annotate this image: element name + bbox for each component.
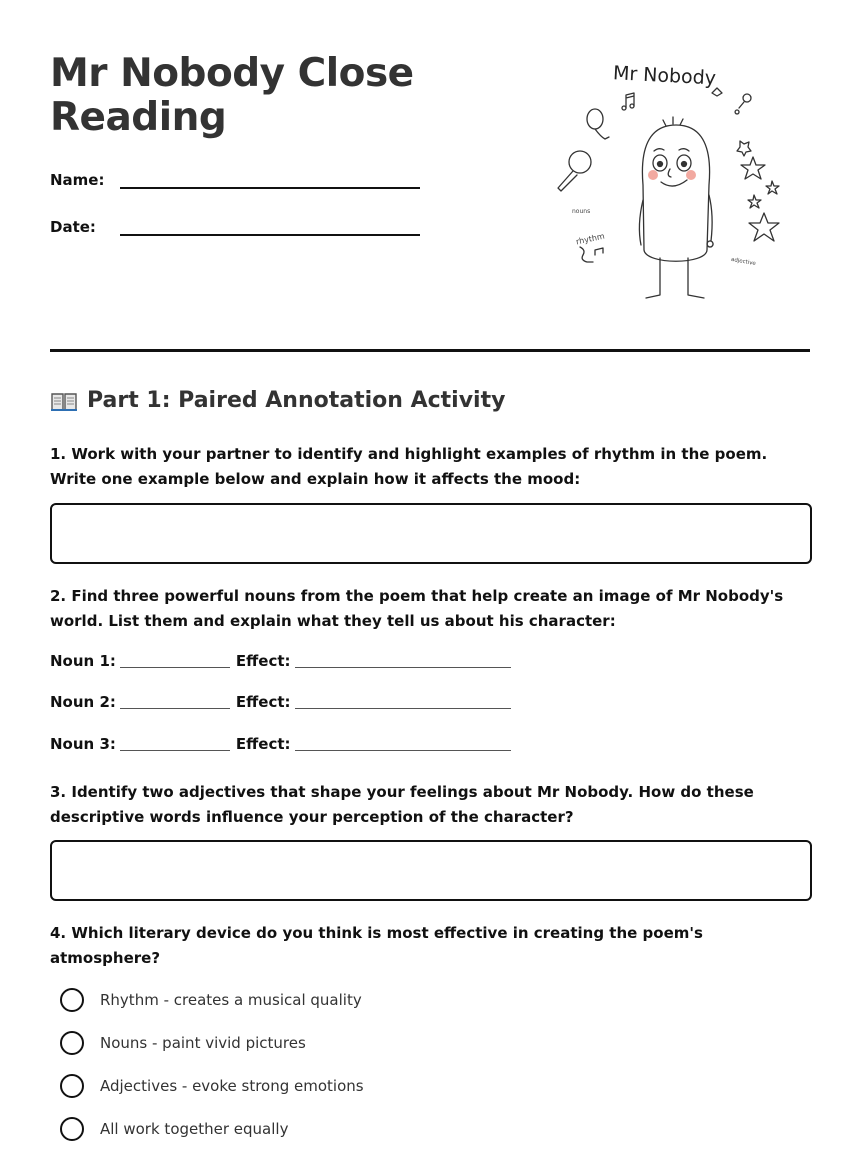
section-heading-text: Part 1: Paired Annotation Activity [87, 388, 506, 413]
question-2: 2. Find three powerful nouns from the poem that help create an image of Mr Nobody's world. List them and explain what they tell us about his character: [50, 587, 784, 630]
illustration-word-nouns: nouns [572, 208, 591, 215]
question-4: 4. Which literary device do you think is most effective in creating the poem's atmosphere? [50, 924, 703, 967]
option-rhythm[interactable] [60, 988, 362, 1012]
option-all[interactable] [60, 1117, 288, 1141]
date-label: Date: [50, 218, 96, 236]
radio-button[interactable] [60, 988, 84, 1012]
noun-label: Noun 1: [50, 652, 116, 670]
star-icon [741, 157, 765, 179]
option-label: Adjectives - evoke strong emotions [100, 1077, 364, 1095]
effect-label: Effect: [235, 693, 291, 711]
radio-button[interactable] [60, 1117, 84, 1141]
question-1: 1. Work with your partner to identify and highlight examples of rhythm in the poem. Write one example below and explain how it affects the mood: [50, 445, 768, 488]
radio-button[interactable] [60, 1074, 84, 1098]
effect-blank[interactable] [295, 653, 511, 668]
name-input-line[interactable] [120, 167, 420, 189]
radio-button[interactable] [60, 1031, 84, 1055]
date-field-row [50, 214, 420, 236]
option-adjectives[interactable] [60, 1074, 364, 1098]
name-label: Name: [50, 171, 105, 189]
illustration-word-adjective: adjective [730, 256, 757, 268]
effect-label: Effect: [235, 652, 291, 670]
effect-label: Effect: [235, 735, 291, 753]
effect-blank[interactable] [295, 736, 511, 751]
mr-nobody-illustration [548, 55, 788, 305]
answer-box-1[interactable] [50, 503, 812, 564]
date-input-line[interactable] [120, 214, 420, 236]
noun-blank[interactable] [120, 653, 230, 668]
illustration-title: Mr Nobody [612, 62, 717, 90]
section-heading [50, 388, 505, 413]
noun-blank[interactable] [120, 736, 230, 751]
answer-box-3[interactable] [50, 840, 812, 901]
illustration-word-rhythm: rhythm [575, 231, 606, 247]
name-field-row [50, 167, 420, 189]
page-title: Mr Nobody Close Reading [50, 51, 414, 140]
option-nouns[interactable] [60, 1031, 306, 1055]
noun-row-3 [50, 735, 517, 753]
effect-blank[interactable] [295, 694, 511, 709]
noun-label: Noun 3: [50, 735, 116, 753]
header-divider [50, 349, 810, 352]
open-book-icon [50, 390, 78, 412]
noun-row-1 [50, 652, 517, 670]
mr-nobody-body-icon [642, 125, 709, 261]
noun-label: Noun 2: [50, 693, 116, 711]
option-label: All work together equally [100, 1120, 289, 1138]
noun-blank[interactable] [120, 694, 230, 709]
option-label: Nouns - paint vivid pictures [100, 1034, 306, 1052]
question-3: 3. Identify two adjectives that shape your feelings about Mr Nobody. How do these descriptive words influence your perception of the character? [50, 783, 754, 826]
option-label: Rhythm - creates a musical quality [100, 991, 362, 1009]
magnifier-icon [569, 151, 591, 173]
noun-row-2 [50, 693, 517, 711]
